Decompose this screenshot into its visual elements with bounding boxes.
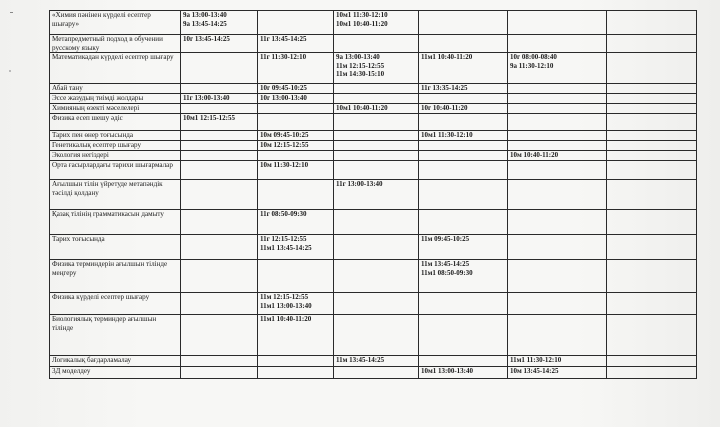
table-row (50, 180, 697, 210)
timeslot-cell (334, 151, 419, 161)
empty-cell (607, 356, 697, 367)
timeslot-cell (181, 180, 258, 210)
timeslot-cell (419, 84, 508, 94)
timeslot-entry: 11м1 13:45-14:25 (260, 243, 312, 252)
timeslot-cell (508, 315, 607, 356)
timeslot-entry: 11м1 11:30-12:10 (510, 356, 562, 364)
timeslot-entry: 10г 10:40-11:20 (421, 104, 468, 112)
timeslot-entry: 11м 13:45-14:25 (421, 260, 470, 268)
timeslot-cell (258, 35, 334, 53)
empty-cell (607, 141, 697, 151)
timeslot-entry: 11г 12:15-12:55 (260, 235, 307, 243)
timeslot-cell (181, 356, 258, 367)
timeslot-entry: 10м1 12:15-12:55 (183, 114, 236, 122)
timeslot-cell (258, 94, 334, 104)
timeslot-cell (508, 84, 607, 94)
subject-cell: Метапредметный подход в обучении русскому языку (50, 35, 181, 53)
timeslot-cell (334, 293, 419, 315)
timeslot-cell (334, 260, 419, 293)
subject-cell: 3Д моделдеу (50, 367, 181, 379)
timeslot-entry: 11г 11:30-12:10 (260, 53, 307, 61)
timeslot-entry: 9а 13:45-14:25 (183, 19, 227, 28)
timeslot-entry: 10г 08:00-08:40 (510, 53, 557, 61)
timeslot-entry: 11м1 10:40-11:20 (421, 53, 473, 61)
timeslot-entry: 10м 10:40-11:20 (510, 151, 559, 159)
timeslot-cell (258, 104, 334, 114)
timeslot-cell (181, 235, 258, 260)
timeslot-cell (258, 260, 334, 293)
timeslot-cell (181, 315, 258, 356)
empty-cell (607, 104, 697, 114)
timeslot-cell (334, 235, 419, 260)
table-row (50, 84, 697, 94)
timeslot-entry: 10м 09:45-10:25 (260, 131, 309, 139)
timeslot-cell (181, 53, 258, 84)
timeslot-cell (419, 235, 508, 260)
subject-cell: Биологиялық терминдер ағылшын тілінде (50, 315, 181, 356)
timeslot-cell (258, 356, 334, 367)
table-row (50, 260, 697, 293)
timeslot-entry: 10г 09:45-10:25 (260, 84, 307, 92)
empty-cell (607, 367, 697, 379)
empty-cell (607, 260, 697, 293)
timeslot-cell (181, 104, 258, 114)
subject-cell: «Химия пәнінен күрделі есептер шығару» (50, 11, 181, 35)
timeslot-cell (508, 53, 607, 84)
timeslot-cell (258, 84, 334, 94)
table-row (50, 114, 697, 131)
table-row (50, 367, 697, 379)
timeslot-cell (419, 260, 508, 293)
timeslot-cell (334, 94, 419, 104)
table-row (50, 11, 697, 35)
timeslot-cell (181, 11, 258, 35)
timeslot-entry: 10м 12:15-12:55 (260, 141, 309, 149)
timeslot-entry: 10м 11:30-12:10 (260, 161, 309, 169)
table-row (50, 104, 697, 114)
timeslot-cell (508, 141, 607, 151)
timeslot-cell (181, 367, 258, 379)
timeslot-cell (334, 161, 419, 180)
table-row (50, 161, 697, 180)
timeslot-cell (334, 114, 419, 131)
timeslot-cell (258, 235, 334, 260)
timeslot-cell (181, 131, 258, 141)
timeslot-entry: 11г 08:50-09:30 (260, 210, 307, 218)
timeslot-cell (419, 356, 508, 367)
timeslot-entry: 11м 14:30-15:10 (336, 70, 385, 78)
timeslot-cell (258, 11, 334, 35)
subject-cell: Физика терминдерін ағылшын тілінде меңгеру (50, 260, 181, 293)
timeslot-cell (419, 131, 508, 141)
table-row (50, 210, 697, 235)
timeslot-cell (258, 114, 334, 131)
empty-cell (607, 131, 697, 141)
timeslot-entry: 9а 13:00-13:40 (183, 11, 227, 19)
timeslot-cell (508, 161, 607, 180)
timeslot-entry: 10м 13:45-14:25 (510, 367, 559, 375)
timeslot-cell (508, 180, 607, 210)
empty-cell (607, 53, 697, 84)
timeslot-entry: 10г 13:45-14:25 (183, 35, 230, 43)
timeslot-cell (258, 53, 334, 84)
timeslot-cell (258, 151, 334, 161)
timeslot-entry: 10м1 13:00-13:40 (421, 367, 474, 375)
timeslot-cell (334, 84, 419, 94)
timeslot-cell (334, 53, 419, 84)
timeslot-cell (419, 114, 508, 131)
timeslot-cell (508, 11, 607, 35)
timeslot-cell (258, 180, 334, 210)
timeslot-cell (508, 210, 607, 235)
timeslot-cell (508, 114, 607, 131)
table-row (50, 94, 697, 104)
timeslot-cell (334, 356, 419, 367)
timeslot-entry: 9а 13:00-13:40 (336, 53, 380, 61)
timeslot-entry: 11г 13:00-13:40 (336, 180, 383, 188)
timeslot-cell (508, 356, 607, 367)
timeslot-cell (419, 315, 508, 356)
timeslot-cell (419, 293, 508, 315)
timeslot-cell (181, 141, 258, 151)
timeslot-cell (508, 367, 607, 379)
subject-cell: Физика күрделі есептер шығару (50, 293, 181, 315)
empty-cell (607, 94, 697, 104)
timeslot-entry: 11м 12:15-12:55 (260, 293, 309, 301)
schedule-table (49, 10, 697, 379)
timeslot-cell (508, 104, 607, 114)
timeslot-cell (419, 94, 508, 104)
timeslot-entry: 10м1 11:30-12:10 (336, 11, 388, 19)
subject-cell: Генетикалық есептер шығару (50, 141, 181, 151)
timeslot-entry: 11м 13:45-14:25 (336, 356, 385, 364)
timeslot-cell (508, 131, 607, 141)
timeslot-entry: 11м 09:45-10:25 (421, 235, 470, 243)
empty-cell (607, 151, 697, 161)
empty-cell (607, 180, 697, 210)
timeslot-cell (508, 151, 607, 161)
timeslot-cell (419, 141, 508, 151)
subject-cell: Тарих тоғысында (50, 235, 181, 260)
empty-cell (607, 35, 697, 53)
timeslot-cell (181, 114, 258, 131)
timeslot-cell (508, 293, 607, 315)
timeslot-cell (508, 35, 607, 53)
timeslot-entry: 11г 13:00-13:40 (183, 94, 230, 102)
empty-cell (607, 84, 697, 94)
timeslot-cell (181, 260, 258, 293)
timeslot-cell (419, 11, 508, 35)
empty-cell (607, 11, 697, 35)
timeslot-cell (258, 131, 334, 141)
timeslot-cell (334, 180, 419, 210)
timeslot-cell (258, 293, 334, 315)
table-row (50, 293, 697, 315)
timeslot-cell (258, 315, 334, 356)
timeslot-cell (419, 151, 508, 161)
subject-cell: Ағылшын тілін үйретуде метапәндік тәсілді қолдану (50, 180, 181, 210)
timeslot-cell (258, 367, 334, 379)
subject-cell: Химияның өзекті мәселелері (50, 104, 181, 114)
timeslot-cell (258, 161, 334, 180)
subject-cell: Экология негіздері (50, 151, 181, 161)
subject-cell: Физика есеп шешу әдіс (50, 114, 181, 131)
empty-cell (607, 293, 697, 315)
timeslot-cell (334, 35, 419, 53)
timeslot-cell (258, 210, 334, 235)
timeslot-cell (508, 260, 607, 293)
timeslot-cell (334, 104, 419, 114)
timeslot-entry: 10м1 10:40-11:20 (336, 104, 388, 112)
timeslot-cell (181, 84, 258, 94)
table-row (50, 35, 697, 53)
timeslot-entry: 10г 13:00-13:40 (260, 94, 307, 102)
table-row (50, 356, 697, 367)
subject-cell: Абай тану (50, 84, 181, 94)
timeslot-cell (181, 161, 258, 180)
timeslot-cell (181, 151, 258, 161)
subject-cell: Орта ғасырлардағы тарихи шығармалар (50, 161, 181, 180)
timeslot-entry: 11г 13:35-14:25 (421, 84, 468, 92)
timeslot-entry: 11м1 08:50-09:30 (421, 268, 473, 277)
timeslot-cell (419, 53, 508, 84)
table-row (50, 131, 697, 141)
scan-dot (9, 70, 11, 72)
timeslot-cell (419, 367, 508, 379)
timeslot-cell (258, 141, 334, 151)
empty-cell (607, 210, 697, 235)
timeslot-cell (181, 210, 258, 235)
timeslot-cell (334, 367, 419, 379)
scan-mark (10, 12, 13, 13)
subject-cell: Қазақ тілінің грамматикасын дамыту (50, 210, 181, 235)
timeslot-cell (419, 210, 508, 235)
timeslot-entry: 10м1 11:30-12:10 (421, 131, 473, 139)
timeslot-cell (334, 131, 419, 141)
timeslot-entry: 11м 12:15-12:55 (336, 61, 385, 70)
timeslot-cell (419, 35, 508, 53)
timeslot-cell (419, 104, 508, 114)
subject-cell: Логикалық бағдарламалау (50, 356, 181, 367)
timeslot-cell (334, 210, 419, 235)
timeslot-cell (334, 11, 419, 35)
timeslot-cell (508, 94, 607, 104)
table-row (50, 53, 697, 84)
empty-cell (607, 114, 697, 131)
table-row (50, 141, 697, 151)
empty-cell (607, 161, 697, 180)
timeslot-entry: 10м1 10:40-11:20 (336, 19, 388, 28)
empty-cell (607, 315, 697, 356)
timeslot-cell (181, 94, 258, 104)
subject-cell: Математикадан күрделі есептер шығару (50, 53, 181, 84)
timeslot-entry: 9а 11:30-12:10 (510, 61, 554, 70)
timeslot-cell (334, 141, 419, 151)
timeslot-entry: 11г 13:45-14:25 (260, 35, 307, 43)
timeslot-cell (181, 293, 258, 315)
subject-cell: Тарих пен өнер тоғысында (50, 131, 181, 141)
table-row (50, 151, 697, 161)
timeslot-cell (334, 315, 419, 356)
timeslot-cell (181, 35, 258, 53)
timeslot-entry: 11м1 13:00-13:40 (260, 301, 312, 310)
timeslot-cell (508, 235, 607, 260)
table-row (50, 315, 697, 356)
empty-cell (607, 235, 697, 260)
subject-cell: Эссе жазудың тиімді жолдары (50, 94, 181, 104)
table-row (50, 235, 697, 260)
timeslot-entry: 11м1 10:40-11:20 (260, 315, 312, 323)
timeslot-cell (419, 161, 508, 180)
timeslot-cell (419, 180, 508, 210)
